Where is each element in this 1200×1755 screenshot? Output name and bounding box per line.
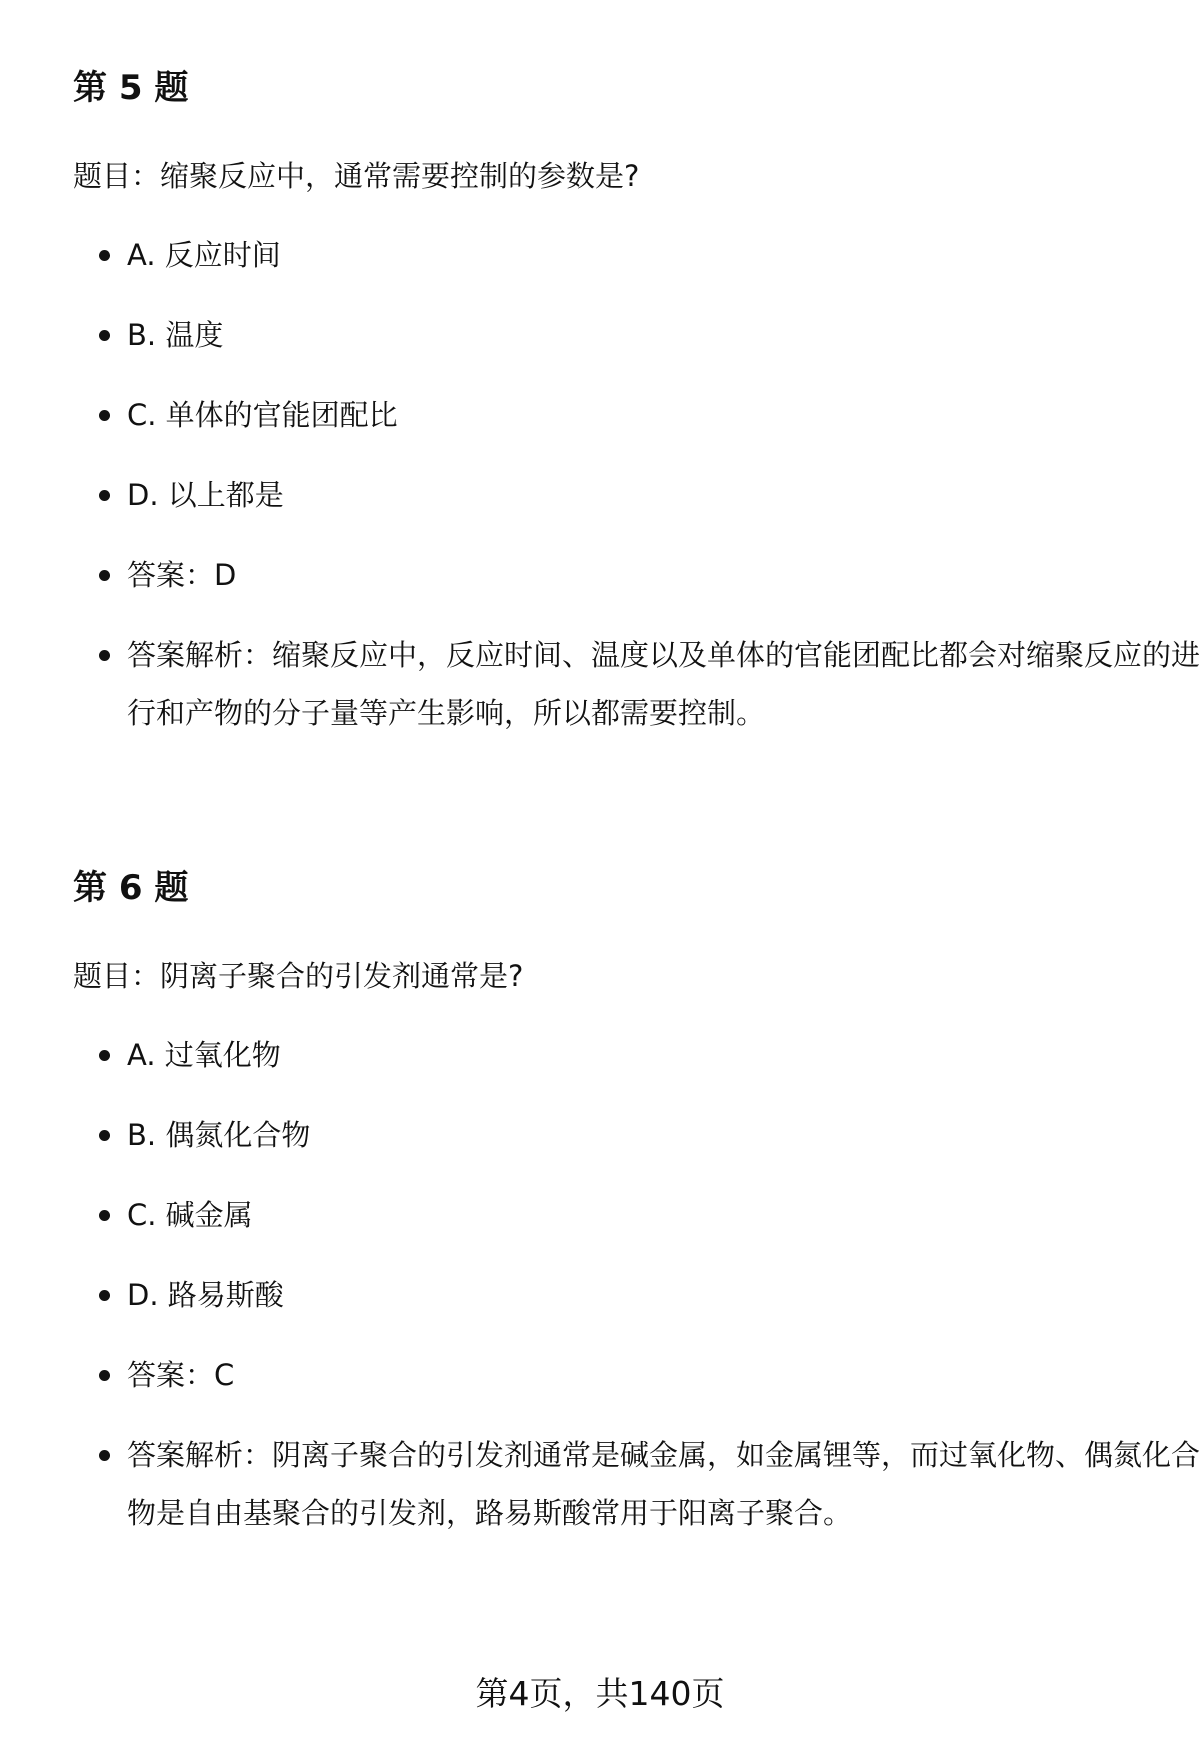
- page-footer: 第4页，共140页: [475, 1674, 725, 1713]
- option-label: B. 偶氮化合物: [127, 1118, 311, 1152]
- option-label: B. 温度: [127, 318, 224, 352]
- option-label: D. 路易斯酸: [127, 1278, 284, 1312]
- question-heading: 第 6 题: [73, 868, 189, 908]
- bullet-icon: [99, 1370, 110, 1381]
- bullet-icon: [99, 250, 110, 261]
- analysis-text: 答案解析：阴离子聚合的引发剂通常是碱金属，如金属锂等，而过氧化物、偶氮化合物是自由基聚合的引发剂，路易斯酸常用于阳离子聚合。: [127, 1438, 1200, 1530]
- option-label: D. 以上都是: [127, 478, 284, 512]
- option-label: C. 单体的官能团配比: [127, 398, 398, 432]
- bullet-icon: [99, 1290, 110, 1301]
- option-a: [73, 226, 1153, 284]
- option-list: [73, 226, 1200, 742]
- bullet-icon: [99, 410, 110, 421]
- answer-analysis: [73, 626, 1200, 742]
- bullet-icon: [99, 570, 110, 581]
- analysis-text: 答案解析：缩聚反应中，反应时间、温度以及单体的官能团配比都会对缩聚反应的进行和产物的分子量等产生影响，所以都需要控制。: [127, 638, 1200, 730]
- answer: [73, 1346, 1153, 1404]
- bullet-icon: [99, 650, 110, 661]
- answer: [73, 546, 1153, 604]
- question-prompt: 题目：缩聚反应中，通常需要控制的参数是?: [73, 159, 640, 193]
- option-d: [73, 1266, 1153, 1324]
- option-list: [73, 1026, 1200, 1542]
- option-label: A. 反应时间: [127, 238, 281, 272]
- answer-analysis: [73, 1426, 1200, 1542]
- option-c: [73, 1186, 1153, 1244]
- option-label: C. 碱金属: [127, 1198, 253, 1232]
- option-b: [73, 306, 1153, 364]
- bullet-icon: [99, 1450, 110, 1461]
- option-d: [73, 466, 1153, 524]
- answer-text: 答案：C: [127, 1358, 235, 1392]
- bullet-icon: [99, 1050, 110, 1061]
- bullet-icon: [99, 1210, 110, 1221]
- option-label: A. 过氧化物: [127, 1038, 281, 1072]
- option-a: [73, 1026, 1153, 1084]
- answer-text: 答案：D: [127, 558, 237, 592]
- bullet-icon: [99, 1130, 110, 1141]
- option-b: [73, 1106, 1153, 1164]
- bullet-icon: [99, 330, 110, 341]
- bullet-icon: [99, 490, 110, 501]
- question-heading: 第 5 题: [73, 68, 189, 108]
- option-c: [73, 386, 1153, 444]
- question-prompt: 题目：阴离子聚合的引发剂通常是?: [73, 959, 524, 993]
